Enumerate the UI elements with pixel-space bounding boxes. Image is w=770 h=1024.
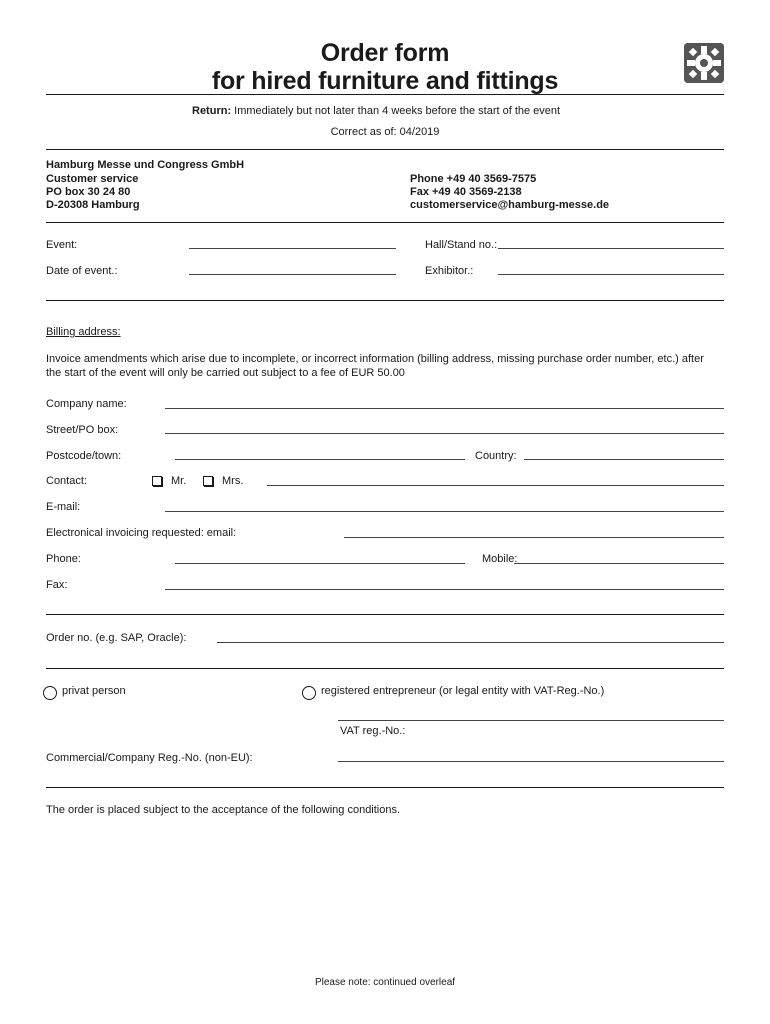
return-label: Return: xyxy=(192,105,232,117)
company-dept: Customer service xyxy=(46,173,139,185)
billing-notice-line1: Invoice amendments which arise due to incomplete, or incorrect information (billing address, missing purchase order number, etc.) after xyxy=(46,353,704,365)
section-divider xyxy=(46,222,724,223)
commercial-reg-field[interactable] xyxy=(338,761,724,762)
hall-stand-label: Hall/Stand no.: xyxy=(425,239,498,251)
conditions-text: The order is placed subject to the acceptance of the following conditions. xyxy=(46,804,401,816)
date-of-event-field[interactable] xyxy=(189,274,396,275)
correct-as-of: Correct as of: 04/2019 xyxy=(330,126,440,138)
event-label: Event: xyxy=(46,239,78,251)
e-invoicing-field[interactable] xyxy=(344,537,724,538)
postcode-label: Postcode/town: xyxy=(46,450,122,462)
contact-field[interactable] xyxy=(267,485,724,486)
registered-entrepreneur-radio[interactable] xyxy=(302,686,316,700)
company-email: customerservice@hamburg-messe.de xyxy=(410,199,610,211)
section-divider xyxy=(46,787,724,788)
postcode-field[interactable] xyxy=(175,459,465,460)
company-city: D-20308 Hamburg xyxy=(46,199,140,211)
billing-heading: Billing address: xyxy=(46,326,121,338)
mr-label: Mr. xyxy=(171,475,187,487)
contact-label: Contact: xyxy=(46,475,87,487)
company-phone: Phone +49 40 3569-7575 xyxy=(410,173,537,185)
fax-label: Fax: xyxy=(46,579,68,591)
hall-stand-field[interactable] xyxy=(498,248,724,249)
order-no-label: Order no. (e.g. SAP, Oracle): xyxy=(46,632,187,644)
section-divider xyxy=(46,614,724,615)
exhibitor-label: Exhibitor.: xyxy=(425,265,474,277)
company-fax: Fax +49 40 3569-2138 xyxy=(410,186,522,198)
company-name-label: Company name: xyxy=(46,398,127,410)
mobile-field[interactable] xyxy=(514,563,724,564)
return-info xyxy=(192,105,560,117)
street-label: Street/PO box: xyxy=(46,424,119,436)
fax-field[interactable] xyxy=(165,589,724,590)
hamburg-messe-logo-icon xyxy=(684,43,724,83)
mrs-checkbox[interactable] xyxy=(203,476,213,486)
section-divider xyxy=(46,300,724,301)
mr-checkbox[interactable] xyxy=(152,476,162,486)
country-field[interactable] xyxy=(524,459,724,460)
commercial-reg-label: Commercial/Company Reg.-No. (non-EU): xyxy=(46,752,253,764)
mobile-label: Mobile: xyxy=(482,553,518,565)
billing-notice-line2: the start of the event will only be carried out subject to a fee of EUR 50.00 xyxy=(46,367,405,379)
mrs-label: Mrs. xyxy=(222,475,244,487)
phone-field[interactable] xyxy=(175,563,465,564)
registered-entrepreneur-label: registered entrepreneur (or legal entity with VAT-Reg.-No.) xyxy=(321,685,605,697)
section-divider xyxy=(46,668,724,669)
country-label: Country: xyxy=(475,450,517,462)
event-field[interactable] xyxy=(189,248,396,249)
company-name: Hamburg Messe und Congress GmbH xyxy=(46,159,245,171)
page-subtitle: for hired furniture and fittings xyxy=(211,67,559,95)
page-title: Order form xyxy=(320,39,450,67)
vat-reg-label: VAT reg.-No.: xyxy=(340,725,406,737)
phone-label: Phone: xyxy=(46,553,81,565)
e-invoicing-label: Electronical invoicing requested: email: xyxy=(46,527,237,539)
overleaf-note: Please note: continued overleaf xyxy=(314,977,456,988)
order-no-field[interactable] xyxy=(217,642,724,643)
return-text: Immediately but not later than 4 weeks before the start of the event xyxy=(234,105,561,117)
private-person-label: privat person xyxy=(62,685,126,697)
exhibitor-field[interactable] xyxy=(498,274,724,275)
section-divider xyxy=(46,149,724,150)
company-name-field[interactable] xyxy=(165,408,724,409)
private-person-radio[interactable] xyxy=(43,686,57,700)
company-po-box: PO box 30 24 80 xyxy=(46,186,131,198)
title-divider xyxy=(46,94,724,95)
email-field[interactable] xyxy=(165,511,724,512)
email-label: E-mail: xyxy=(46,501,81,513)
date-of-event-label: Date of event.: xyxy=(46,265,118,277)
vat-reg-field[interactable] xyxy=(338,720,724,721)
street-field[interactable] xyxy=(165,433,724,434)
